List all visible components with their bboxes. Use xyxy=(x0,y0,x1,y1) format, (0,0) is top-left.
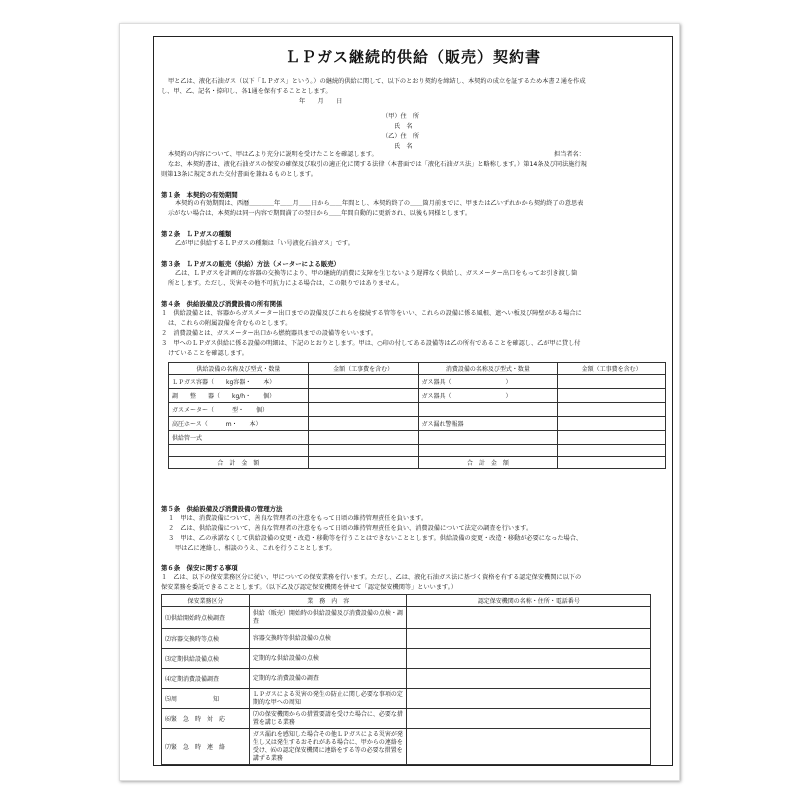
equipment-cell xyxy=(558,389,666,403)
safety-category: ⑶定期供給設備点検 xyxy=(162,649,250,669)
equipment-cell: ＬＰガス容器（ kg容器・ 本） xyxy=(169,375,309,389)
article-4-line-1: １ 供給設備とは、容器からガスメーター出口までの設備及びこれらを接続する管等をいい、これらの設備に係る風根、遮へい板及び障壁がある場合に xyxy=(161,310,582,317)
safety-row xyxy=(162,629,651,649)
safety-category: ⑷定期消費設備調査 xyxy=(162,669,250,689)
article-5-line-1: １ 甲は、消費設備について、善良な管理者の注意をもって日頃の維持管理責任を負います。 xyxy=(168,515,428,522)
equipment-cell xyxy=(558,375,666,389)
equipment-cell xyxy=(308,431,418,445)
safety-row xyxy=(162,689,651,709)
equipment-cell xyxy=(308,445,418,457)
safety-agency-cell xyxy=(407,629,651,649)
article-1-line-2: 示がない場合は、本契約は同一内容で期間満了の翌日から＿＿年間自動的に更新され、以後も同様とします。 xyxy=(168,210,472,217)
law-line-2: 則第13条に規定された交付書面を兼ねるものとします。 xyxy=(161,171,317,178)
safety-content: 定期的な消費設備の調査 xyxy=(249,669,407,689)
equipment-cell xyxy=(169,445,309,457)
safety-header-agency: 認定保安機関の名称・住所・電話番号 xyxy=(407,595,651,607)
article-5-title: 第５条 供給設備及び消費設備の管理方法 xyxy=(161,505,283,513)
equipment-row xyxy=(169,389,666,403)
equipment-cell xyxy=(308,417,418,431)
contract-frame xyxy=(153,36,673,766)
intro-line-1: 甲と乙は、液化石油ガス（以下「ＬＰガス」という。）の継続的供給に関して、以下のとおり契約を締結し、本契約の成立を証するため本書２通を作成 xyxy=(168,78,586,85)
article-4-line-2: は、これらの附属設備を含むものとします。 xyxy=(168,320,292,327)
article-3-line-2: 所とします。ただし、災害その他不可抗力による場合は、この限りではありません。 xyxy=(168,280,403,287)
equipment-cell xyxy=(308,389,418,403)
article-6-line-2: 保安業務を委託できることとします。（以下乙及び認定保安機関を併せて「認定保安機関等」といいます。） xyxy=(161,584,457,591)
safety-content: 容器交換時等供給設備の点検 xyxy=(249,629,407,649)
safety-agency-cell xyxy=(407,607,651,629)
safety-agency-cell xyxy=(407,709,651,729)
article-5-line-2: ２ 乙は、供給設備について、善良な管理者の注意をもって日頃の維持管理責任を負い、消費設備について法定の調査を行います。 xyxy=(168,525,533,532)
explain-line: 本契約の内容について、甲は乙より充分に説明を受けたことを確認します。 xyxy=(168,151,378,158)
safety-agency-cell xyxy=(407,669,651,689)
safety-content: ガス漏れを感知した場合その他ＬＰガスによる災害が発生し又は発生するおそれがある場合に、甲からの連絡を受け、⑹の認定保安機関に連絡をする等の必要な措置を講ずる業務 xyxy=(249,729,407,765)
equipment-cell: 供給管一式 xyxy=(169,431,309,445)
intro-line-2: し、甲、乙、記名・捺印し、各1通を保有することとします。 xyxy=(161,88,332,95)
safety-content: ⑺の保安機関からの措置要請を受けた場合に、必要な措置を講じる業務 xyxy=(249,709,407,729)
document-sheet xyxy=(119,23,680,781)
article-4-line-3: ２ 消費設備とは、ガスメーター出口から燃焼器具までの設備等をいいます。 xyxy=(161,330,378,337)
party-a-address-label: （甲）住 所 xyxy=(382,113,420,120)
equipment-total-value-2 xyxy=(558,457,666,469)
equipment-cell xyxy=(558,431,666,445)
equipment-cell: 調 整 器（ kg/h・ 個） xyxy=(169,389,309,403)
equipment-row xyxy=(169,445,666,457)
article-5-line-3: ３ 甲は、乙の承諾なくして供給設備の変更・改造・移動等を行うことはできないこととします。供給設備の変更・改造・移動が必要になった場合、 xyxy=(168,535,583,542)
safety-category: ⑴供給開始時点検調査 xyxy=(162,607,250,629)
safety-agency-cell xyxy=(407,689,651,709)
safety-row xyxy=(162,649,651,669)
equipment-total-row xyxy=(169,457,666,469)
safety-row xyxy=(162,709,651,729)
party-b-name-label: 氏 名 xyxy=(394,143,413,150)
safety-content: 供給（販売）開始時の供給設備及び消費設備の点検・調査 xyxy=(249,607,407,629)
safety-agency-cell xyxy=(407,649,651,669)
safety-row xyxy=(162,607,651,629)
safety-category: ⑸周 知 xyxy=(162,689,250,709)
party-a-name-label: 氏 名 xyxy=(394,123,413,130)
equipment-header-supply-amount: 金額（工事費を含む） xyxy=(308,363,418,375)
equipment-header-consumption-amount: 金額（工事費を含む） xyxy=(558,363,666,375)
equipment-row xyxy=(169,431,666,445)
equipment-cell xyxy=(558,445,666,457)
safety-row xyxy=(162,669,651,689)
article-4-line-5: けていることを確認します。 xyxy=(168,350,248,357)
equipment-cell: 高圧ホース（ m・ 本） xyxy=(169,417,309,431)
equipment-cell: ガス器具（ ） xyxy=(418,375,558,389)
equipment-total-value xyxy=(308,457,418,469)
equipment-cell xyxy=(558,403,666,417)
safety-category: ⑵容器交換時等点検 xyxy=(162,629,250,649)
equipment-row xyxy=(169,417,666,431)
equipment-row xyxy=(169,375,666,389)
party-b-address-label: （乙）住 所 xyxy=(382,133,420,140)
safety-content: 定期的な供給設備の点検 xyxy=(249,649,407,669)
safety-content: ＬＰガスによる災害の発生の防止に関し必要な事項の定期的な甲への周知 xyxy=(249,689,407,709)
equipment-cell: ガスメーター（ 型・ 個） xyxy=(169,403,309,417)
equipment-cell: ガス漏れ警報器 xyxy=(418,417,558,431)
safety-row xyxy=(162,729,651,765)
equipment-cell xyxy=(558,417,666,431)
article-5-line-4: 甲は乙に連絡し、相談のうえ、これを行うこととします。 xyxy=(175,545,336,552)
article-4-title: 第４条 供給設備及び消費設備の所有関係 xyxy=(161,300,283,308)
article-6-line-1: １ 乙は、以下の保安業務区分に従い、甲についての保安業務を行います。ただし、乙は、液化石油ガス法に基づく資格を有する認定保安機関に以下の xyxy=(161,574,582,581)
equipment-cell xyxy=(308,403,418,417)
equipment-table xyxy=(168,362,666,469)
article-2-line-1: 乙が甲に供給するＬＰガスの種類は「い号液化石油ガス」です。 xyxy=(175,240,354,247)
document-title: ＬＰガス継続的供給（販売）契約書 xyxy=(284,48,541,66)
safety-header-content: 業 務 内 容 xyxy=(249,595,407,607)
article-1-line-1: 本契約の有効期間は、西暦＿＿＿＿年＿＿月＿＿日から＿＿年間とし、本契約終了の＿＿箇月前までに、甲または乙いずれかから契約終了の意思表 xyxy=(175,200,584,207)
article-2-title: 第２条 ＬＰガスの種類 xyxy=(161,230,232,238)
article-1-title: 第１条 本契約の有効期間 xyxy=(161,191,238,199)
article-3-title: 第３条 ＬＰガスの販売（供給）方法（メーターによる販売） xyxy=(161,260,340,268)
equipment-header-consumption: 消費設備の名称及び型式・数量 xyxy=(418,363,558,375)
safety-agency-cell xyxy=(407,729,651,765)
safety-category: ⑺緊 急 時 連 絡 xyxy=(162,729,250,765)
law-line-1: なお、本契約書は、液化石油ガスの保安の確保及び取引の適正化に関する法律（本書面では「液化石油ガス法」と略称します。）第14条及び同法施行規 xyxy=(168,161,587,168)
equipment-total-label-2: 合 計 金 額 xyxy=(418,457,558,469)
equipment-row xyxy=(169,403,666,417)
equipment-cell xyxy=(418,403,558,417)
equipment-cell: ガス器具（ ） xyxy=(418,389,558,403)
contract-date: 年 月 日 xyxy=(299,98,343,105)
equipment-total-label: 合 計 金 額 xyxy=(169,457,309,469)
equipment-header-supply: 供給設備の名称及び型式・数量 xyxy=(169,363,309,375)
article-3-line-1: 乙は、ＬＰガスを計画的な容器の交換等により、甲の継続的消費に支障を生じないよう遅滞なく供給し、ガスメーター出口をもってお引き渡し箇 xyxy=(175,270,578,277)
article-4-line-4: ３ 甲へのＬＰガス供給に係る設備の明細は、下記のとおりとします。甲は、○印の付してある設備等は乙の所有であることを確認し、乙が甲に貸し付 xyxy=(161,340,581,347)
equipment-cell xyxy=(418,431,558,445)
equipment-cell xyxy=(418,445,558,457)
safety-header-category: 保安業務区分 xyxy=(162,595,250,607)
article-6-title: 第６条 保安に関する事項 xyxy=(161,564,238,572)
equipment-cell xyxy=(308,375,418,389)
safety-table xyxy=(161,594,651,765)
staff-label: 担当者名： xyxy=(554,151,585,158)
safety-category: ⑹緊 急 時 対 応 xyxy=(162,709,250,729)
